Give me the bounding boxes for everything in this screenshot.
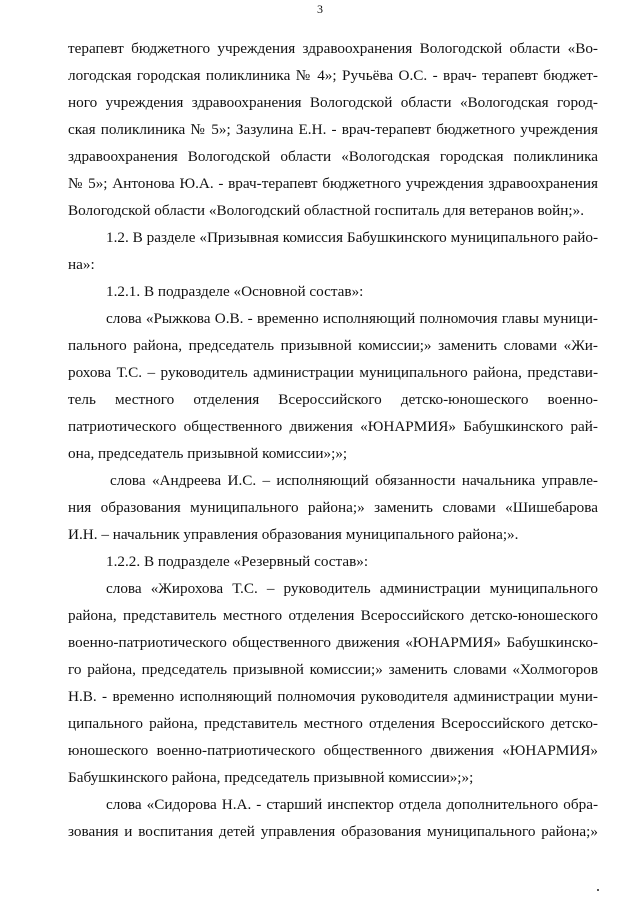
text-line: района, представитель местного отделения Всероссийского детско-юношеского xyxy=(68,607,598,624)
text-line: здравоохранения Вологодской области «Вологодская городская поликлиника xyxy=(68,148,598,165)
text-line: она, председатель призывной комиссии»;»; xyxy=(68,445,348,462)
text-line: ципального района, представитель местного отделения Всероссийского детско- xyxy=(68,715,598,732)
text-line: 1.2.2. В подразделе «Резервный состав»: xyxy=(106,553,369,570)
text-line: патриотического общественного движения «ЮНАРМИЯ» Бабушкинского рай- xyxy=(68,418,598,435)
text-line: 1.2.1. В подразделе «Основной состав»: xyxy=(106,283,364,300)
text-line: го района, председатель призывной комиссии;» заменить словами «Холмогоров xyxy=(68,661,598,678)
text-line: И.Н. – начальник управления образования муниципального района;». xyxy=(68,526,519,543)
text-line: Н.В. - временно исполняющий полномочия руководителя администрации муни- xyxy=(68,688,598,705)
text-line: ного учреждения здравоохранения Вологодской области «Вологодская город- xyxy=(68,94,598,111)
text-line: тель местного отделения Всероссийского детско-юношеского военно- xyxy=(68,391,598,408)
text-line: 1.2. В разделе «Призывная комиссия Бабушкинского муниципального райо- xyxy=(106,229,598,246)
text-line: Вологодской области «Вологодский областной госпиталь для ветеранов войн;». xyxy=(68,202,585,219)
text-line: ская поликлиника № 5»; Зазулина Е.Н. - врач-терапевт бюджетного учреждения xyxy=(68,121,598,138)
text-line: терапевт бюджетного учреждения здравоохранения Вологодской области «Во- xyxy=(68,40,598,57)
scan-speck xyxy=(597,889,599,891)
text-line: пального района, председатель призывной комиссии;» заменить словами «Жи- xyxy=(68,337,598,354)
text-line: № 5»; Антонова Ю.А. - врач-терапевт бюджетного учреждения здравоохранения xyxy=(68,175,598,192)
text-line: рохова Т.С. – руководитель администрации муниципального района, представи- xyxy=(68,364,598,381)
text-line: логодская городская поликлиника № 4»; Ручьёва О.С. - врач- терапевт бюджет- xyxy=(68,67,598,84)
text-line: военно-патриотического общественного движения «ЮНАРМИЯ» Бабушкинско- xyxy=(68,634,598,651)
text-line: зования и воспитания детей управления образования муниципального района;» xyxy=(68,823,598,840)
text-line: ния образования муниципального района;» заменить словами «Шишебарова xyxy=(68,499,598,516)
text-line: слова «Андреева И.С. – исполняющий обязанности начальника управле- xyxy=(110,472,598,489)
text-line: на»: xyxy=(68,256,95,273)
text-line: Бабушкинского района, председатель призывной комиссии»;»; xyxy=(68,769,474,786)
text-line: слова «Сидорова Н.А. - старший инспектор отдела дополнительного обра- xyxy=(106,796,598,813)
page-number: 3 xyxy=(317,2,323,16)
text-line: слова «Жирохова Т.С. – руководитель администрации муниципального xyxy=(106,580,598,597)
text-line: слова «Рыжкова О.В. - временно исполняющий полномочия главы муници- xyxy=(106,310,598,327)
text-line: юношеского военно-патриотического общественного движения «ЮНАРМИЯ» xyxy=(68,742,598,759)
